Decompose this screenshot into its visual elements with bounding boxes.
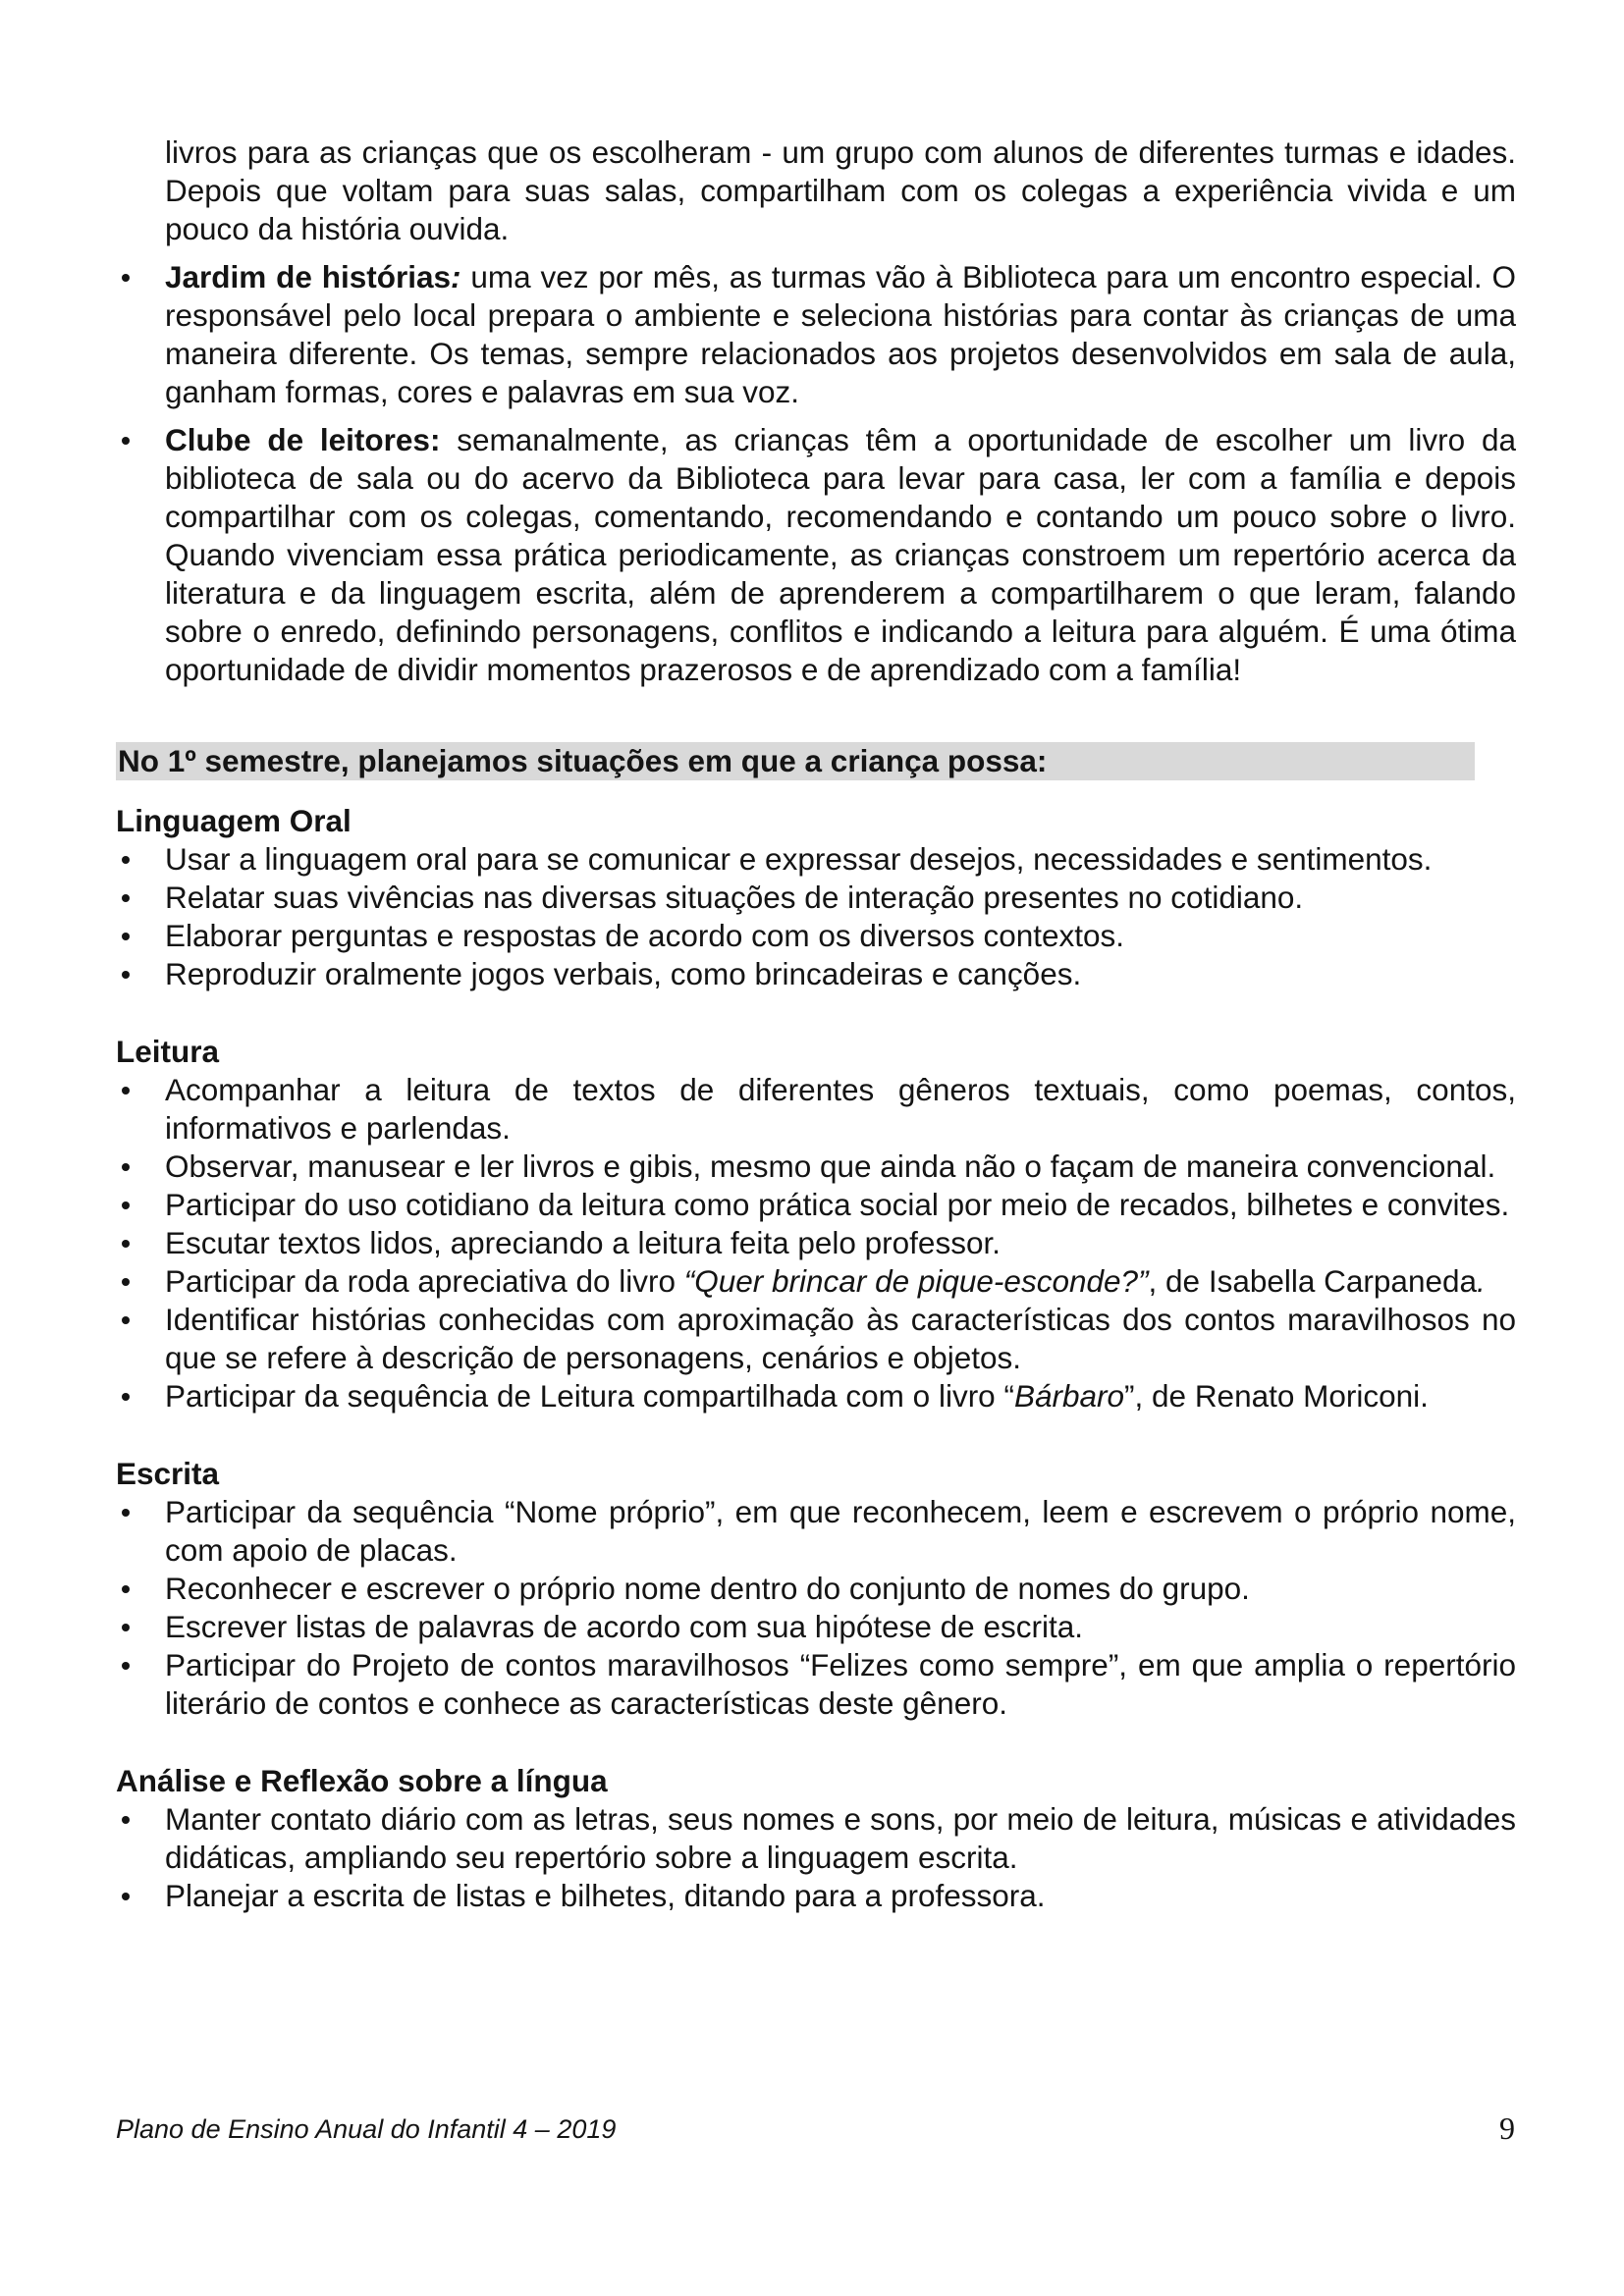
analise-list <box>116 1800 1516 1915</box>
bullet-icon <box>122 1201 130 1209</box>
bullet-icon <box>122 933 130 940</box>
list-item: Elaborar perguntas e respostas de acordo com os diversos contextos. <box>116 917 1516 955</box>
list-item: Identificar histórias conhecidas com aproximação às características dos contos maravilhosos no que se refere à descrição de personagens, cenários e objetos. <box>116 1301 1516 1377</box>
item-text: semanalmente, as crianças têm a oportunidade de escolher um livro da biblioteca de sala ou do acervo da Biblioteca para levar para casa, ler com a família e depois compartilhar com os colegas, comentando, recomendando e contando um pouco sobre o livro. Quando vivenciam essa prática periodicamente, as crianças constroem um repertório acerca da literatura e da linguagem escrita, além de aprenderem a compartilharem o que leram, falando sobre o enredo, definindo personagens, conflitos e indicando a leitura para alguém. É uma ótima oportunidade de dividir momentos prazerosos e de aprendizado com a família! <box>165 422 1516 687</box>
bullet-icon <box>122 274 130 282</box>
item-title: Jardim de histórias <box>165 259 452 294</box>
bullet-icon <box>122 1816 130 1824</box>
list-item-jardim <box>116 258 1516 411</box>
item-text: uma vez por mês, as turmas vão à Biblioteca para um encontro especial. O responsável pelo local prepara o ambiente e seleciona histórias para contar às crianças de uma maneira diferente. Os temas, sempre relacionados aos projetos desenvolvidos em sala de aula, ganham formas, cores e palavras em sua voz. <box>165 259 1516 409</box>
footer-document-title: Plano de Ensino Anual do Infantil 4 – 2019 <box>116 2114 617 2144</box>
list-item: Reproduzir oralmente jogos verbais, como brincadeiras e canções. <box>116 955 1516 993</box>
section-title-leitura: Leitura <box>116 1034 220 1069</box>
activity-list <box>116 258 1516 689</box>
list-item: Escutar textos lidos, apreciando a leitura feita pelo professor. <box>116 1224 1516 1262</box>
page-number: 9 <box>1499 2110 1515 2146</box>
oral-list <box>116 840 1516 993</box>
bullet-icon <box>122 1624 130 1631</box>
list-item: Participar do uso cotidiano da leitura como prática social por meio de recados, bilhetes e convites. <box>116 1186 1516 1224</box>
list-item: Manter contato diário com as letras, seus nomes e sons, por meio de leitura, músicas e atividades didáticas, ampliando seu repertório sobre a linguagem escrita. <box>116 1800 1516 1877</box>
bullet-icon <box>122 1509 130 1517</box>
list-item: Participar da sequência “Nome próprio”, em que reconhecem, leem e escrevem o próprio nome, com apoio de placas. <box>116 1493 1516 1570</box>
list-item: Participar do Projeto de contos maravilhosos “Felizes como sempre”, em que amplia o repertório literário de contos e conhece as características deste gênero. <box>116 1646 1516 1723</box>
bullet-icon <box>122 856 130 864</box>
page-content <box>116 133 1516 1915</box>
item-title-colon: : <box>451 259 461 294</box>
leitura-list <box>116 1071 1516 1415</box>
bullet-icon <box>122 1393 130 1401</box>
section-title-escrita: Escrita <box>116 1456 220 1491</box>
bullet-icon <box>122 1585 130 1593</box>
list-item: Usar a linguagem oral para se comunicar e expressar desejos, necessidades e sentimentos. <box>116 840 1516 879</box>
section-title-oral: Linguagem Oral <box>116 803 352 838</box>
bullet-icon <box>122 1240 130 1248</box>
escrita-list <box>116 1493 1516 1723</box>
bullet-icon <box>122 1278 130 1286</box>
list-item: Acompanhar a leitura de textos de diferentes gêneros textuais, como poemas, contos, informativos e parlendas. <box>116 1071 1516 1148</box>
bullet-icon <box>122 1316 130 1324</box>
book-title: Bárbaro <box>1013 1378 1125 1414</box>
list-item-clube <box>116 421 1516 689</box>
bullet-icon <box>122 894 130 902</box>
book-title: “Quer brincar de pique-esconde?” <box>683 1263 1149 1299</box>
list-item-sequencia: Participar da sequência de Leitura compartilhada com o livro “Bárbaro”, de Renato Moriconi. <box>116 1377 1516 1415</box>
list-item: Relatar suas vivências nas diversas situações de interação presentes no cotidiano. <box>116 879 1516 917</box>
list-item: Observar, manusear e ler livros e gibis, mesmo que ainda não o façam de maneira convencional. <box>116 1148 1516 1186</box>
list-item: Reconhecer e escrever o próprio nome dentro do conjunto de nomes do grupo. <box>116 1570 1516 1608</box>
bullet-icon <box>122 971 130 979</box>
list-item-roda: Participar da roda apreciativa do livro “Quer brincar de pique-esconde?”, de Isabella Carpaneda. <box>116 1262 1516 1301</box>
bullet-icon <box>122 1163 130 1171</box>
bullet-icon <box>122 1087 130 1095</box>
section-title-analise: Análise e Reflexão sobre a língua <box>116 1763 608 1798</box>
list-item: Planejar a escrita de listas e bilhetes, ditando para a professora. <box>116 1877 1516 1915</box>
bullet-icon <box>122 437 130 445</box>
item-title: Clube de leitores: <box>165 422 441 457</box>
bullet-icon <box>122 1662 130 1670</box>
bullet-icon <box>122 1893 130 1900</box>
semester-heading: No 1º semestre, planejamos situações em que a criança possa: <box>116 742 1475 780</box>
intro-continuation: livros para as crianças que os escolheram - um grupo com alunos de diferentes turmas e idades. Depois que voltam para suas salas, compartilham com os colegas a experiência vivida e um pouco da história ouvida. <box>165 134 1516 246</box>
list-item: Escrever listas de palavras de acordo com sua hipótese de escrita. <box>116 1608 1516 1646</box>
